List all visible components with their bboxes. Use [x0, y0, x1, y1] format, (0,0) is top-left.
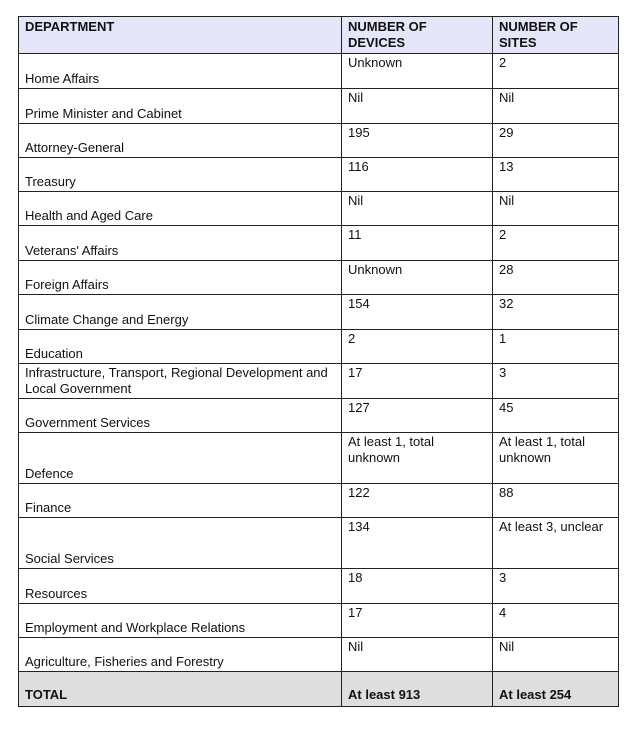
sites-cell: 3 [493, 364, 619, 399]
devices-cell: Nil [342, 192, 493, 226]
table-row [19, 54, 619, 89]
devices-cell: 17 [342, 604, 493, 638]
sites-cell: 32 [493, 295, 619, 330]
table-row [19, 364, 619, 399]
department-cell: Health and Aged Care [19, 192, 342, 226]
table-row [19, 158, 619, 192]
header-devices: NUMBER OF DEVICES [342, 17, 493, 54]
table-row [19, 569, 619, 604]
devices-cell: 18 [342, 569, 493, 604]
table-row [19, 89, 619, 124]
devices-table [18, 16, 619, 707]
department-cell: Climate Change and Energy [19, 295, 342, 330]
table-row [19, 518, 619, 569]
sites-cell: 13 [493, 158, 619, 192]
sites-cell: 2 [493, 226, 619, 261]
department-cell: Government Services [19, 399, 342, 433]
sites-cell: 2 [493, 54, 619, 89]
total-label: TOTAL [19, 672, 342, 707]
table-row [19, 192, 619, 226]
devices-cell: 17 [342, 364, 493, 399]
department-cell: Defence [19, 433, 342, 484]
devices-cell: 195 [342, 124, 493, 158]
sites-cell: 3 [493, 569, 619, 604]
total-sites: At least 254 [493, 672, 619, 707]
table-row [19, 330, 619, 364]
sites-cell: Nil [493, 192, 619, 226]
department-cell: Education [19, 330, 342, 364]
department-cell: Social Services [19, 518, 342, 569]
sites-cell: 45 [493, 399, 619, 433]
devices-cell: 134 [342, 518, 493, 569]
department-cell: Veterans' Affairs [19, 226, 342, 261]
devices-cell: 116 [342, 158, 493, 192]
sites-cell: 28 [493, 261, 619, 295]
sites-cell: 1 [493, 330, 619, 364]
devices-cell: 122 [342, 484, 493, 518]
department-cell: Agriculture, Fisheries and Forestry [19, 638, 342, 672]
total-devices: At least 913 [342, 672, 493, 707]
department-cell: Employment and Workplace Relations [19, 604, 342, 638]
table-row [19, 604, 619, 638]
devices-cell: Nil [342, 638, 493, 672]
header-department: DEPARTMENT [19, 17, 342, 54]
department-cell: Finance [19, 484, 342, 518]
sites-cell: 29 [493, 124, 619, 158]
devices-cell: At least 1, total unknown [342, 433, 493, 484]
table-row [19, 226, 619, 261]
table-row [19, 638, 619, 672]
table-row [19, 484, 619, 518]
sites-cell: At least 1, total unknown [493, 433, 619, 484]
table-row [19, 124, 619, 158]
total-row [19, 672, 619, 707]
sites-cell: 4 [493, 604, 619, 638]
table-row [19, 261, 619, 295]
sites-cell: At least 3, unclear [493, 518, 619, 569]
department-cell: Foreign Affairs [19, 261, 342, 295]
table-row [19, 295, 619, 330]
devices-cell: Unknown [342, 261, 493, 295]
sites-cell: Nil [493, 89, 619, 124]
devices-cell: 127 [342, 399, 493, 433]
devices-cell: Unknown [342, 54, 493, 89]
header-sites: NUMBER OF SITES [493, 17, 619, 54]
department-cell: Prime Minister and Cabinet [19, 89, 342, 124]
department-cell: Resources [19, 569, 342, 604]
devices-cell: 154 [342, 295, 493, 330]
devices-cell: Nil [342, 89, 493, 124]
table-row [19, 399, 619, 433]
devices-cell: 11 [342, 226, 493, 261]
sites-cell: Nil [493, 638, 619, 672]
department-cell: Attorney-General [19, 124, 342, 158]
header-row [19, 17, 619, 54]
department-cell: Infrastructure, Transport, Regional Development and Local Government [19, 364, 342, 399]
department-cell: Home Affairs [19, 54, 342, 89]
table-row [19, 433, 619, 484]
devices-cell: 2 [342, 330, 493, 364]
department-cell: Treasury [19, 158, 342, 192]
sites-cell: 88 [493, 484, 619, 518]
